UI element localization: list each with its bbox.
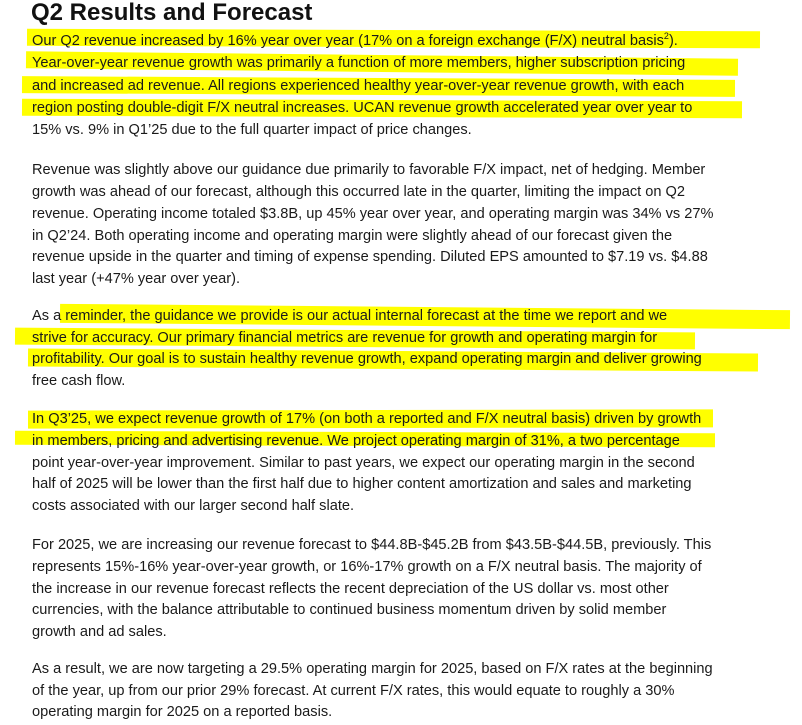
footnote-marker: 2 <box>663 31 669 42</box>
paragraph-2-line-2: growth was ahead of our forecast, although this occurred late in the quarter, limiting the impact on Q2 <box>32 184 686 200</box>
paragraph-2-line-3: revenue. Operating income totaled $3.8B, up 45% year over year, and operating margin was 34% vs 27% <box>32 206 714 222</box>
paragraph-6-line-2: of the year, up from our prior 29% forecast. At current F/X rates, this would equate to roughly a 30% <box>32 683 675 699</box>
paragraph-2-line-6: last year (+47% year over year). <box>32 271 241 287</box>
paragraph-1-line-2: Year-over-year revenue growth was primarily a function of more members, higher subscription pricing <box>32 55 686 71</box>
paragraph-5-line-3: the increase in our revenue forecast reflects the recent depreciation of the US dollar vs. most other <box>32 581 669 597</box>
paragraph-3-line-2: strive for accuracy. Our primary financial metrics are revenue for growth and operating margin for <box>32 330 658 346</box>
paragraph-4-line-2: in members, pricing and advertising revenue. We project operating margin of 31%, a two percentage <box>32 433 680 449</box>
paragraph-5-line-2: represents 15%-16% year-over-year growth, or 16%-17% growth on a F/X neutral basis. The majority of <box>32 559 702 575</box>
paragraph-3-line-4: free cash flow. <box>32 373 126 389</box>
paragraph-2-line-1: Revenue was slightly above our guidance due primarily to favorable F/X impact, net of hedging. Member <box>32 162 706 178</box>
paragraph-2-line-5: revenue upside in the quarter and timing of expense spending. Diluted EPS amounted to $7.19 vs. $4.88 <box>32 249 708 265</box>
paragraph-6-line-3: operating margin for 2025 on a reported basis. <box>32 704 333 720</box>
paragraph-6-line-1: As a result, we are now targeting a 29.5% operating margin for 2025, based on F/X rates at the beginning <box>32 661 713 677</box>
paragraph-4-line-5: costs associated with our larger second half slate. <box>32 498 355 514</box>
paragraph-3-line-1: As a reminder, the guidance we provide is our actual internal forecast at the time we report and we <box>32 308 668 324</box>
paragraph-4-line-1: In Q3’25, we expect revenue growth of 17% (on both a reported and F/X neutral basis) driven by growth <box>32 411 702 427</box>
paragraph-3-line-3: profitability. Our goal is to sustain healthy revenue growth, expand operating margin and deliver growing <box>32 351 702 367</box>
paragraph-4-line-4: half of 2025 will be lower than the first half due to higher content amortization and sales and marketing <box>32 476 692 492</box>
paragraph-5-line-5: growth and ad sales. <box>32 624 167 640</box>
paragraph-5-line-1: For 2025, we are increasing our revenue forecast to $44.8B-$45.2B from $43.5B-$44.5B, previously. This <box>32 537 712 553</box>
page-title: Q2 Results and Forecast <box>31 0 313 26</box>
paragraph-5-line-4: currencies, with the balance attributable to continued business momentum driven by solid member <box>32 602 667 618</box>
paragraph-1-line-4: region posting double-digit F/X neutral increases. UCAN revenue growth accelerated year over year to <box>32 100 693 116</box>
paragraph-1-line-3: and increased ad revenue. All regions experienced healthy year-over-year revenue growth, with each <box>32 78 685 94</box>
paragraph-4-line-3: point year-over-year improvement. Similar to past years, we expect our operating margin in the second <box>32 455 695 471</box>
paragraph-2-line-4: in Q2’24. Both operating income and operating margin were slightly ahead of our forecast given the <box>32 228 673 244</box>
paragraph-1-line-5: 15% vs. 9% in Q1’25 due to the full quarter impact of price changes. <box>32 122 472 138</box>
paragraph-1-line-1: Our Q2 revenue increased by 16% year over year (17% on a foreign exchange (F/X) neutral basis$^2$). <box>32 31 678 49</box>
